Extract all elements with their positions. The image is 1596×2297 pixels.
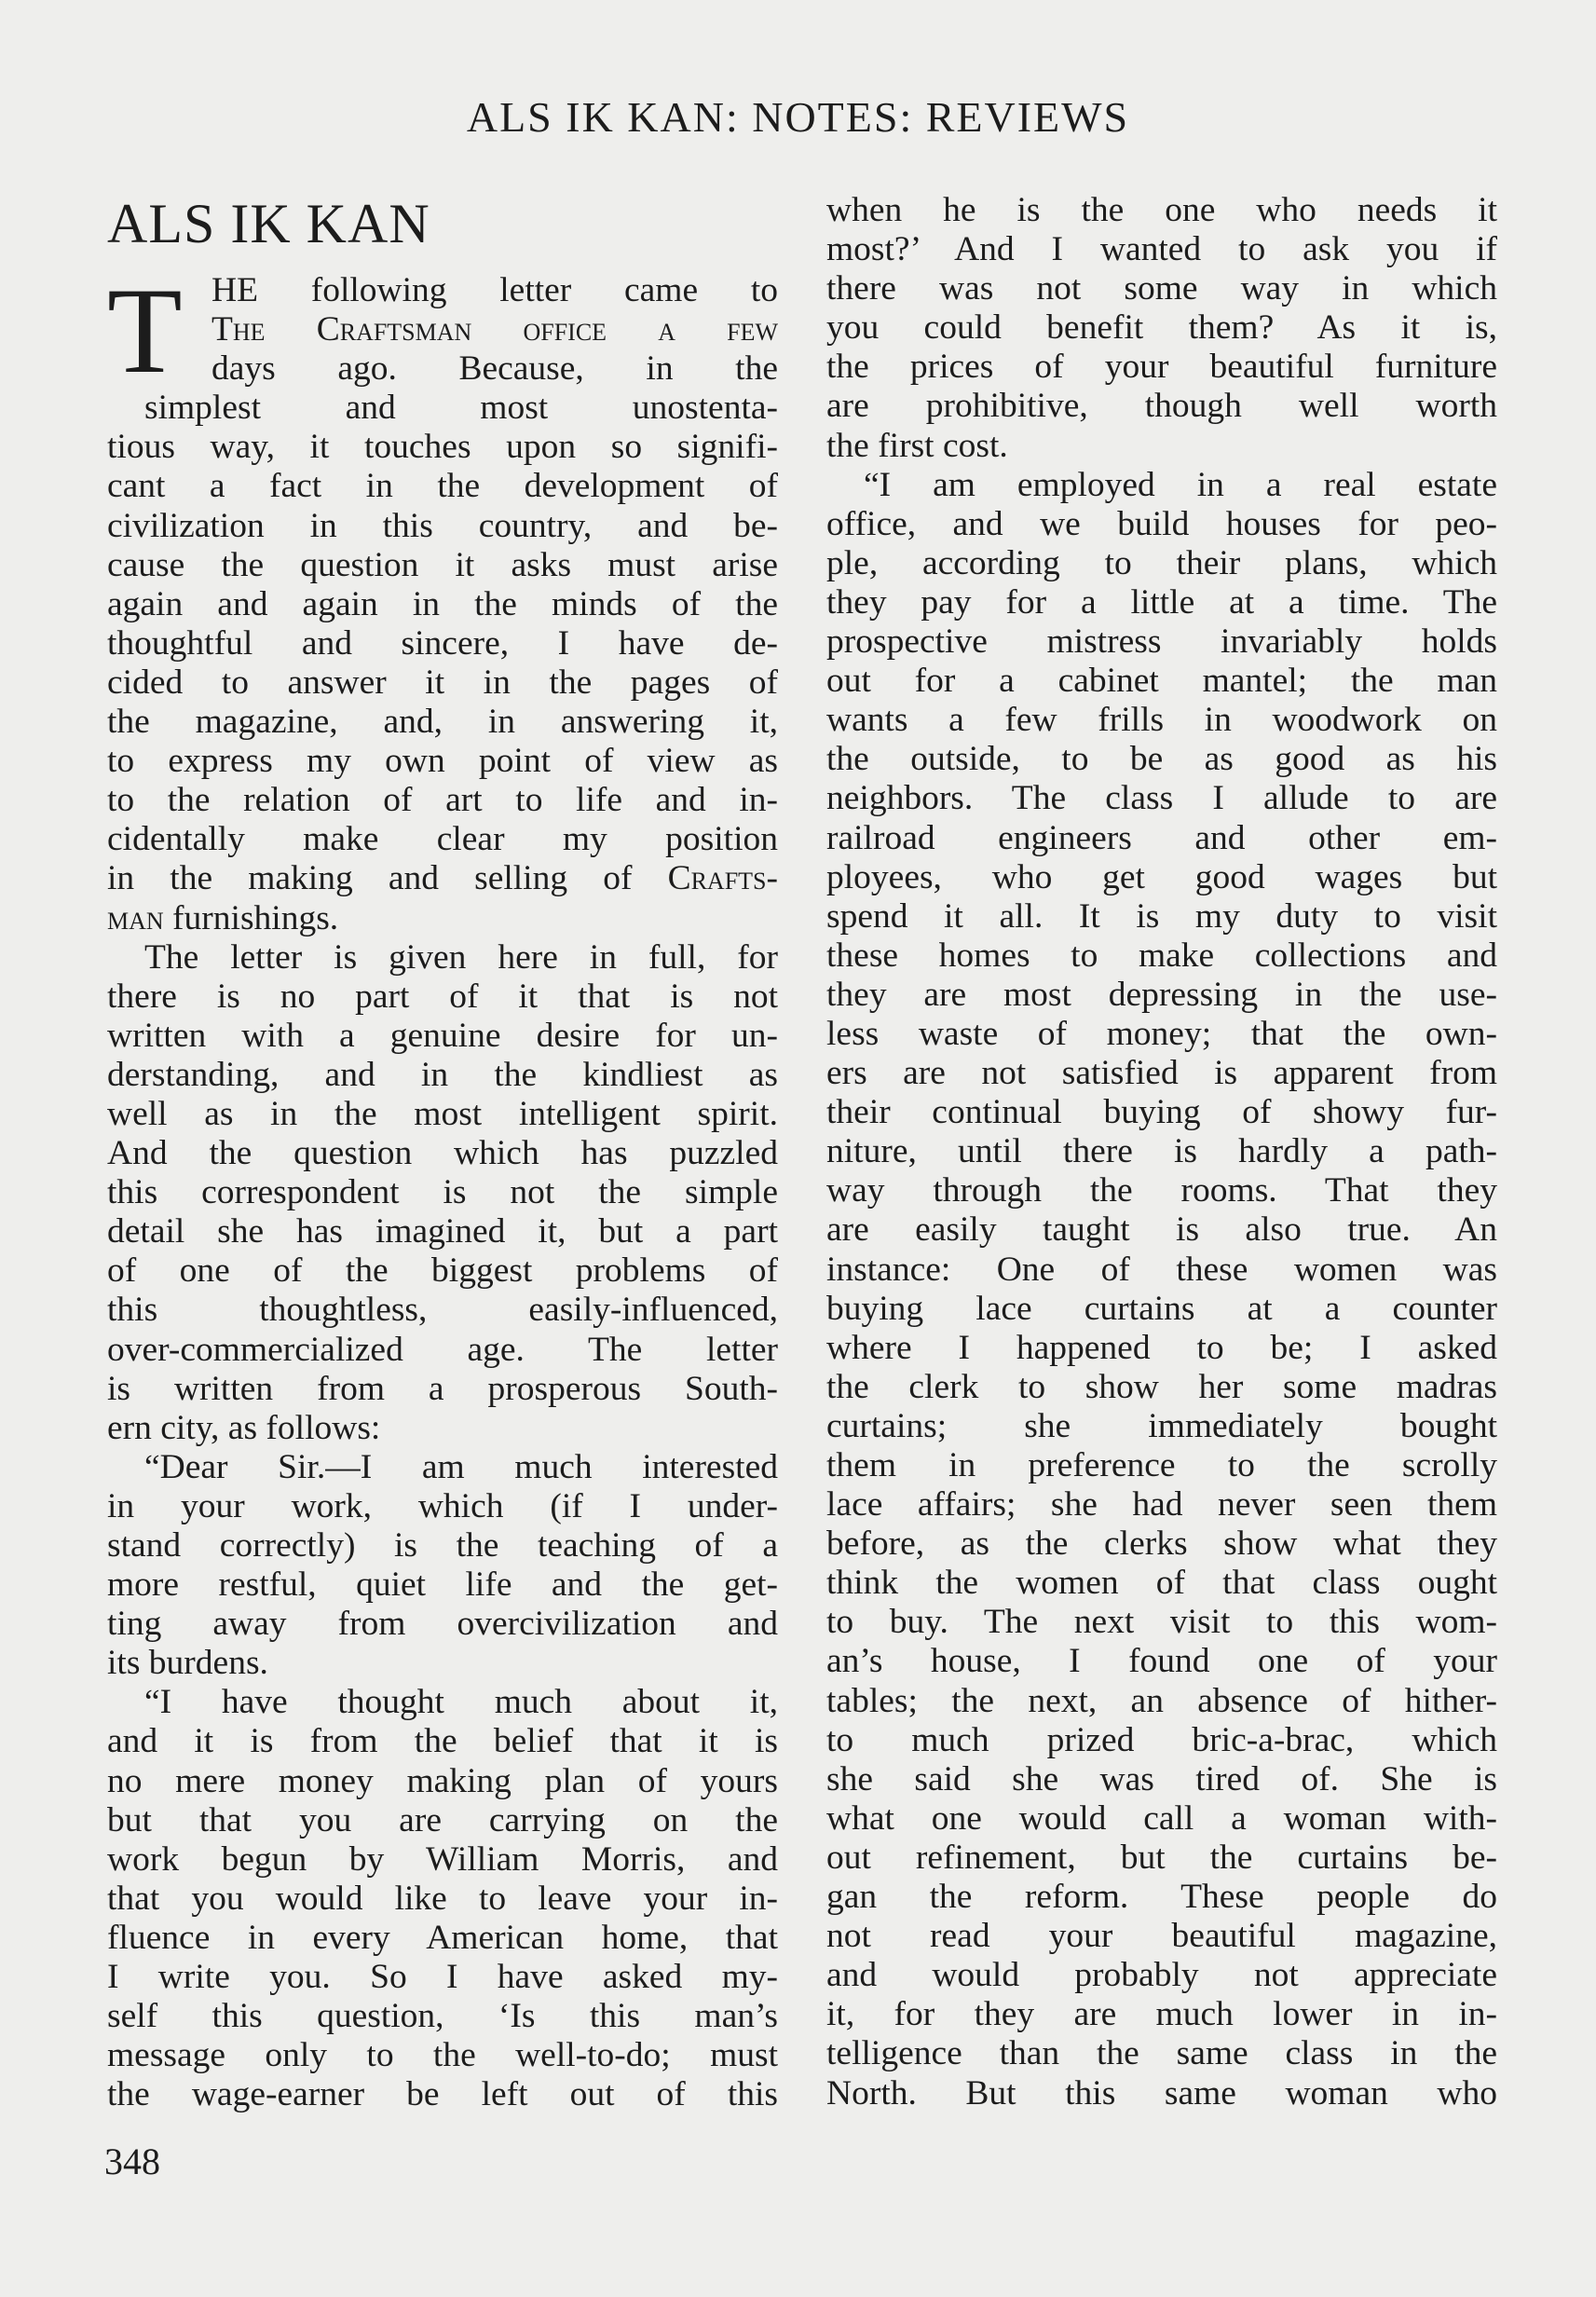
text-line: are prohibitive, though well worth: [826, 387, 1497, 426]
text-line: cause the question it asks must arise: [107, 545, 778, 584]
text-line: ting away from overcivilization and: [107, 1605, 778, 1644]
text-line: cidentally make clear my position: [107, 820, 778, 859]
article-title: ALS IK KAN: [107, 193, 430, 254]
text-line: derstanding, and in the kindliest as: [107, 1055, 778, 1094]
text-line: “I have thought much about it,: [144, 1683, 778, 1722]
text-line: she said she was tired of. She is: [826, 1759, 1497, 1798]
text-line: less waste of money; that the own-: [826, 1014, 1497, 1053]
text-line: the outside, to be as good as his: [826, 740, 1497, 779]
text-line: there is no part of it that is not: [107, 977, 778, 1016]
text-line: I write you. So I have asked my-: [107, 1958, 778, 1997]
text-line: prospective mistress invariably holds: [826, 622, 1497, 662]
right-column: [826, 191, 1497, 2113]
text-line: the prices of your beautiful furniture: [826, 348, 1497, 387]
text-line: ployees, who get good wages but: [826, 857, 1497, 896]
text-line: that you would like to leave your in-: [107, 1879, 778, 1918]
text-line: when he is the one who needs it: [826, 191, 1497, 229]
text-line: there was not some way in which: [826, 269, 1497, 308]
text-line: detail she has imagined it, but a part: [107, 1212, 778, 1251]
text-line: of one of the biggest problems of: [107, 1251, 778, 1291]
text-line: tious way, it touches upon so signifi-: [107, 428, 778, 467]
text-line: fluence in every American home, that: [107, 1918, 778, 1957]
text-line: to express my own point of view as: [107, 742, 778, 781]
text-line: cided to answer it in the pages of: [107, 663, 778, 702]
text-line: railroad engineers and other em-: [826, 818, 1497, 857]
text-line: is written from a prosperous South-: [107, 1369, 778, 1408]
text-line: and it is from the belief that it is: [107, 1722, 778, 1761]
text-line: no mere money making plan of yours: [107, 1761, 778, 1800]
text-line: out for a cabinet mantel; the man: [826, 662, 1497, 701]
text-line: but that you are carrying on the: [107, 1800, 778, 1839]
text-line: thoughtful and sincere, I have de-: [107, 623, 778, 663]
text-line: curtains; she immediately bought: [826, 1406, 1497, 1445]
text-line: neighbors. The class I allude to are: [826, 779, 1497, 818]
text-line: gan the reform. These people do: [826, 1878, 1497, 1917]
text-line: ern city, as follows:: [107, 1408, 381, 1447]
text-line: in your work, which (if I under-: [107, 1486, 778, 1525]
text-line: lace affairs; she had never seen them: [826, 1485, 1497, 1524]
text-line: well as in the most intelligent spirit.: [107, 1094, 778, 1133]
text-line: over-commercialized age. The letter: [107, 1330, 778, 1369]
text-line: buying lace curtains at a counter: [826, 1289, 1497, 1328]
text-line: The letter is given here in full, for: [144, 937, 778, 977]
text-line: to the relation of art to life and in-: [107, 781, 778, 820]
text-line: simplest and most unostenta-: [144, 389, 778, 428]
page-number: 348: [104, 2140, 160, 2182]
text-line: days ago. Because, in the: [211, 349, 778, 389]
text-line: this correspondent is not the simple: [107, 1173, 778, 1212]
text-line: ple, according to their plans, which: [826, 543, 1497, 582]
text-line: an’s house, I found one of your: [826, 1642, 1497, 1681]
text-line: wants a few frills in woodwork on: [826, 701, 1497, 740]
text-line: man furnishings.: [107, 898, 339, 937]
text-line: in the making and selling of Crafts-: [107, 859, 778, 898]
text-line: ers are not satisfied is apparent from: [826, 1054, 1497, 1093]
text-line: more restful, quiet life and the get-: [107, 1566, 778, 1605]
text-line: the wage-earner be left out of this: [107, 2075, 778, 2114]
text-line: again and again in the minds of the: [107, 584, 778, 623]
text-line: the first cost.: [826, 426, 1008, 465]
text-line: self this question, ‘Is this man’s: [107, 1997, 778, 2036]
text-line: And the question which has puzzled: [107, 1134, 778, 1173]
text-line: to buy. The next visit to this wom-: [826, 1603, 1497, 1642]
text-line: tables; the next, an absence of hither-: [826, 1681, 1497, 1720]
text-line: you could benefit them? As it is,: [826, 308, 1497, 348]
text-line: HE following letter came to: [211, 271, 778, 309]
text-line: the magazine, and, in answering it,: [107, 703, 778, 742]
text-line: they pay for a little at a time. The: [826, 582, 1497, 622]
text-line: them in preference to the scrolly: [826, 1446, 1497, 1484]
text-line: most?’ And I wanted to ask you if: [826, 230, 1497, 269]
text-line: before, as the clerks show what they: [826, 1524, 1497, 1564]
text-line: not read your beautiful magazine,: [826, 1917, 1497, 1956]
text-line: civilization in this country, and be-: [107, 506, 778, 545]
text-line: these homes to make collections and: [826, 936, 1497, 975]
text-line: they are most depressing in the use-: [826, 975, 1497, 1014]
text-line: North. But this same woman who: [826, 2073, 1497, 2112]
text-line: “I am employed in a real estate: [864, 465, 1497, 504]
text-line: its burdens.: [107, 1644, 268, 1683]
text-line: what one would call a woman with-: [826, 1798, 1497, 1838]
text-line: where I happened to be; I asked: [826, 1328, 1497, 1367]
text-line: niture, until there is hardly a path-: [826, 1132, 1497, 1171]
right-column-lines: [826, 191, 1497, 2113]
text-line: telligence than the same class in the: [826, 2034, 1497, 2073]
text-line: it, for they are much lower in in-: [826, 1995, 1497, 2034]
text-line: The Craftsman office a few: [211, 310, 778, 349]
text-line: are easily taught is also true. An: [826, 1210, 1497, 1250]
text-line: “Dear Sir.—I am much interested: [144, 1447, 778, 1486]
text-line: the clerk to show her some madras: [826, 1367, 1497, 1406]
drop-cap: T: [107, 262, 183, 399]
left-column-lines: [107, 428, 778, 2114]
text-line: think the women of that class ought: [826, 1564, 1497, 1603]
text-line: work begun by William Morris, and: [107, 1839, 778, 1879]
text-line: out refinement, but the curtains be-: [826, 1838, 1497, 1877]
text-line: to much prized bric-a-brac, which: [826, 1720, 1497, 1759]
text-line: stand correctly) is the teaching of a: [107, 1526, 778, 1565]
left-column: [107, 191, 778, 2114]
text-line: instance: One of these women was: [826, 1250, 1497, 1289]
text-line: office, and we build houses for peo-: [826, 504, 1497, 543]
text-line: and would probably not appreciate: [826, 1956, 1497, 1995]
text-line: their continual buying of showy fur-: [826, 1093, 1497, 1132]
running-head: ALS IK KAN: NOTES: REVIEWS: [466, 93, 1130, 141]
text-line: this thoughtless, easily-influenced,: [107, 1291, 778, 1330]
text-line: cant a fact in the development of: [107, 467, 778, 506]
text-line: message only to the well-to-do; must: [107, 2036, 778, 2075]
text-line: way through the rooms. That they: [826, 1171, 1497, 1210]
text-line: written with a genuine desire for un-: [107, 1016, 778, 1055]
opening-paragraph: [107, 262, 778, 428]
text-line: spend it all. It is my duty to visit: [826, 896, 1497, 936]
